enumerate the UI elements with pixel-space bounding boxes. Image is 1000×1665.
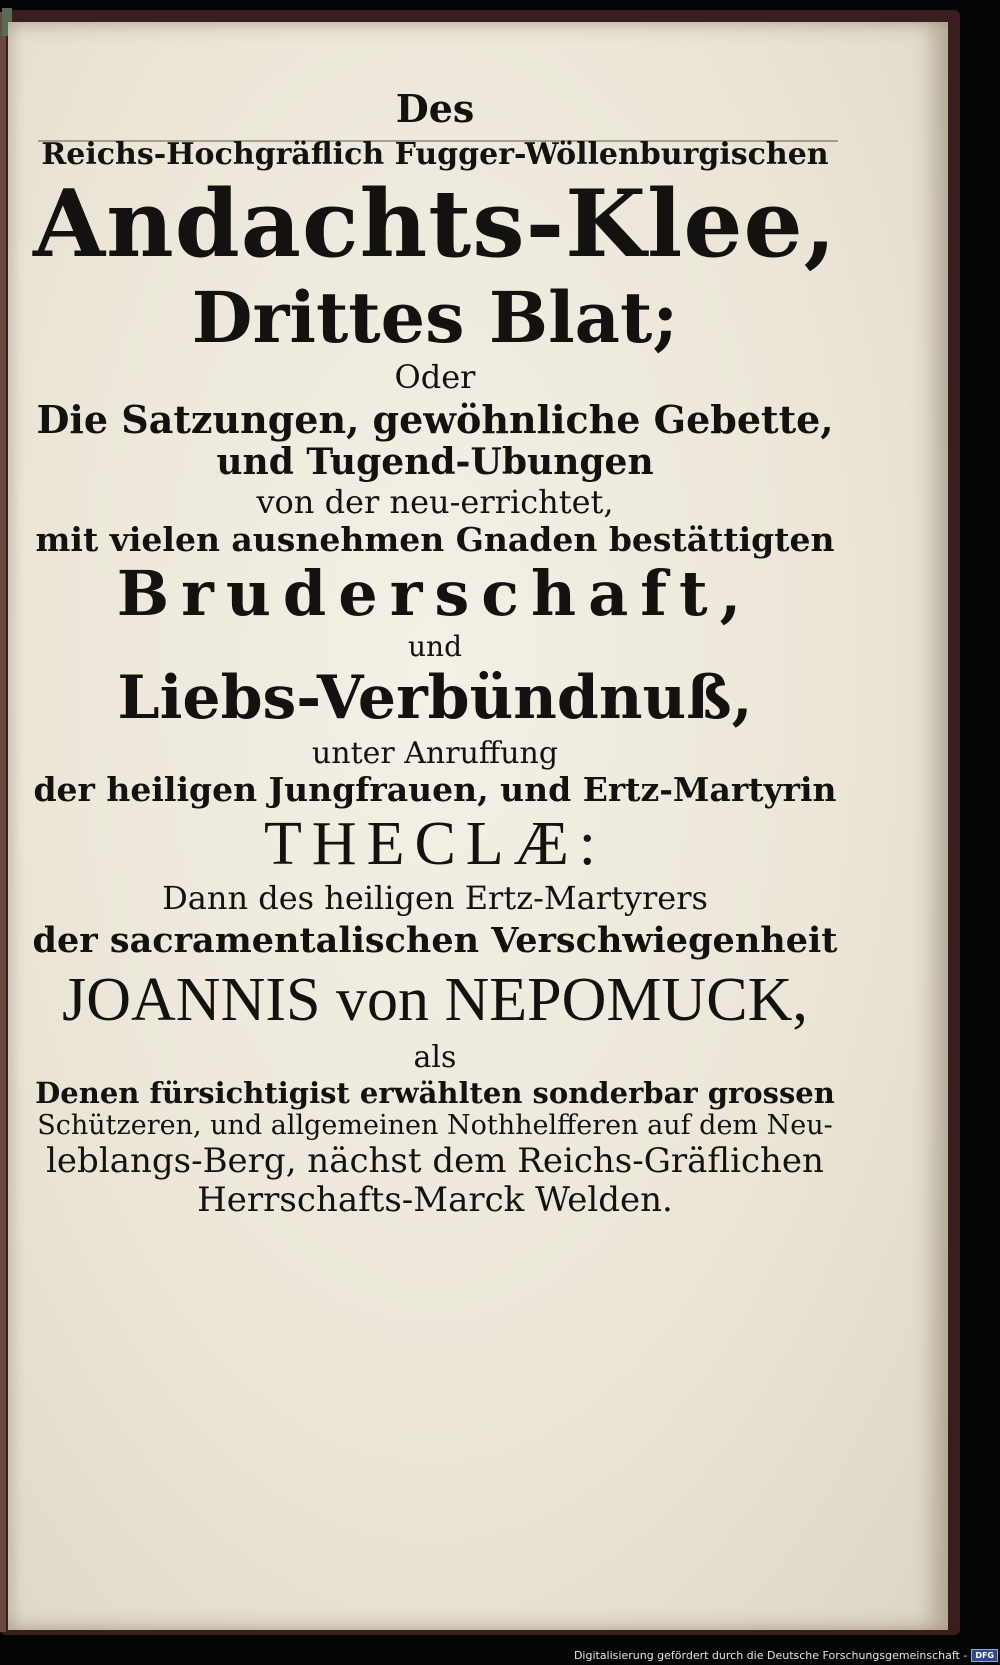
title-line-theclae: THECLÆ: [263, 810, 607, 879]
dfg-logo-icon[interactable]: DFG [971, 1649, 998, 1662]
title-line-sacramentalischen: der sacramentalischen Verschwiegenheit [32, 919, 838, 961]
title-line-oder: Oder [394, 358, 476, 397]
title-line-von: von der neu-errichtet, [256, 482, 614, 521]
binding-strip [0, 12, 6, 1632]
title-line-satzungen: Die Satzungen, gewöhnliche Gebette, [36, 397, 834, 443]
title-line-als: als [413, 1039, 457, 1075]
title-line-mit: mit vielen ausnehmen Gnaden bestättigten [35, 519, 835, 559]
digitization-footer [573, 1648, 998, 1662]
title-line-dann: Dann des heiligen Ertz-Martyrers [162, 878, 708, 917]
title-line-schutzeren: Schützeren, und allgemeinen Nothhelfferen auf dem Neu- [37, 1110, 833, 1142]
title-line-joannis: JOANNIS von NEPOMUCK, [62, 966, 808, 1035]
title-line-heiligen: der heiligen Jungfrauen, und Ertz-Martyrin [33, 770, 837, 810]
title-line-unter: unter Anruffung [311, 736, 559, 772]
title-line-bruderschaft: Bruderschaft, [116, 557, 754, 631]
title-line-tugend: und Tugend-Ubungen [216, 441, 654, 484]
title-line-andachts-klee: Andachts-Klee, [32, 168, 838, 278]
title-line-liebs: Liebs-Verbündnuß, [117, 663, 753, 734]
title-line-herrschafts: Herrschafts-Marck Welden. [197, 1180, 673, 1221]
title-line-drittes-blat: Drittes Blat; [191, 276, 679, 360]
title-line-leblangs: leblangs-Berg, nächst dem Reichs-Gräflichen [46, 1141, 824, 1182]
funding-credit: Digitalisierung gefördert durch die Deutsche Forschungsgemeinschaft - [573, 1648, 968, 1662]
title-line-reichs: Reichs-Hochgräflich Fugger-Wöllenburgischen [41, 136, 829, 172]
title-line-und: und [408, 630, 462, 664]
title-line-des: Des [395, 86, 475, 131]
title-text-block [20, 88, 850, 1222]
title-line-denen: Denen fürsichtigist erwählten sonderbar grossen [35, 1075, 835, 1110]
